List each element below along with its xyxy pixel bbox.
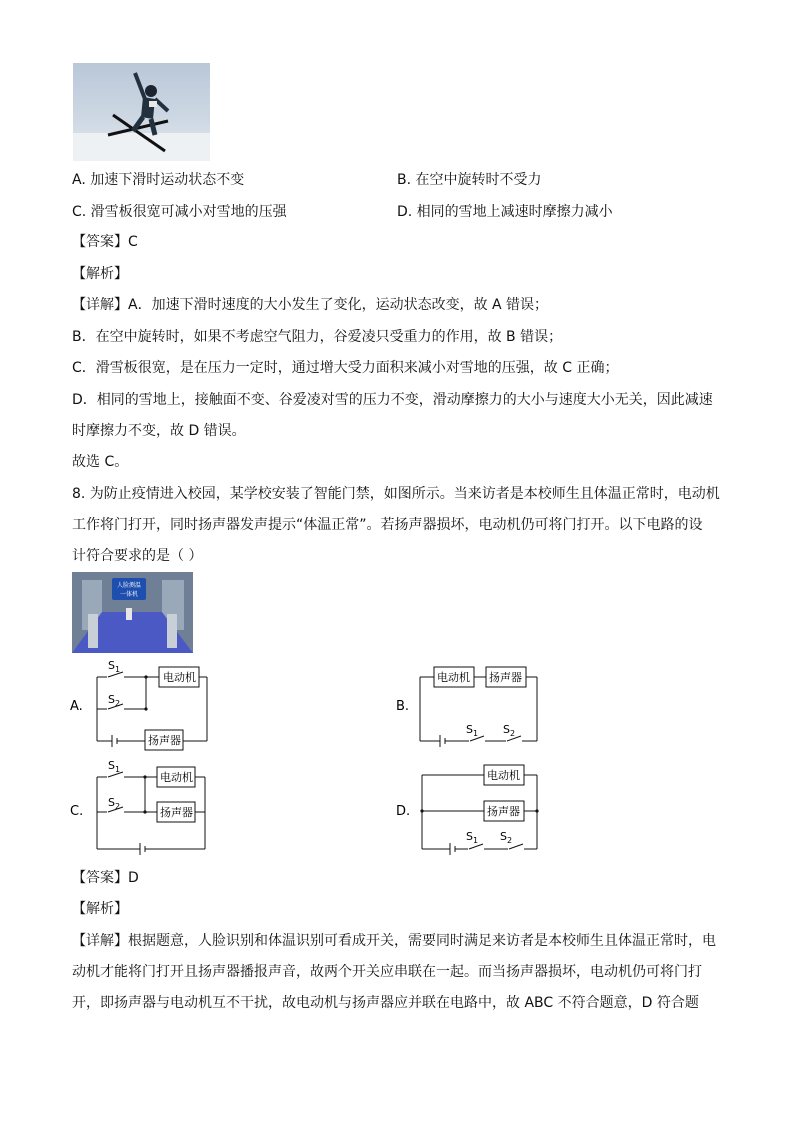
c-motor-label: 电动机 [160, 771, 193, 784]
d-speaker-label: 扬声器 [487, 805, 520, 818]
b-s1-label: $S_1$ [466, 723, 479, 738]
q8-stem-1: 8. 为防止疫情进入校园，某学校安装了智能门禁，如图所示。当来访者是本校师生且体温正常时，电动机 [72, 486, 720, 502]
q7-detail-1: 【详解】A．加速下滑时速度的大小发生了变化，运动状态改变，故 A 错误； [72, 297, 549, 313]
q7-detail-4: D．相同的雪地上，接触面不变、谷爱凌对雪的压力不变，滑动摩擦力的大小与速度大小无关，因此减速 [72, 392, 713, 408]
c-s1-label: $S_1$ [108, 759, 121, 774]
a-motor-label: 电动机 [163, 671, 196, 684]
d-motor-label: 电动机 [487, 769, 520, 782]
q7-detail-5: 时摩擦力不变，故 D 错误。 [72, 423, 246, 439]
q7-detail-3: C．滑雪板很宽，是在压力一定时，通过增大受力面积来减小对雪地的压强，故 C 正确； [72, 360, 619, 376]
q8-detail-2: 动机才能将门打开且扬声器播报声音，故两个开关应串联在一起。而当扬声器损坏，电动机仍可将门打 [72, 964, 702, 980]
q7-answer [72, 232, 138, 252]
q7-option-b: B. 在空中旋转时不受力 [397, 172, 542, 188]
a-speaker-label: 扬声器 [148, 734, 181, 747]
q8-stem-3: 计符合要求的是（ ） [72, 548, 203, 564]
circuit-c-label: C. [70, 804, 84, 819]
circuit-diagrams [60, 655, 560, 865]
q7-option-c: C. 滑雪板很宽可减小对雪地的压强 [72, 204, 287, 220]
q8-answer [72, 868, 139, 888]
c-speaker-label: 扬声器 [160, 806, 193, 819]
d-s1-label: $S_1$ [466, 830, 479, 845]
q8-analysis-tag: 【解析】 [72, 901, 128, 917]
c-s2-label: $S_2$ [108, 796, 121, 811]
gate-photo [72, 572, 193, 653]
q8-stem-2: 工作将门打开，同时扬声器发声提示“体温正常”。若扬声器损坏，电动机仍可将门打开。以下电路的设 [72, 517, 703, 533]
answer-tag: 【答案】 [72, 870, 128, 886]
q7-conclusion: 故选 C。 [72, 454, 129, 470]
gate-sign-line-1: 人脸测温 [116, 582, 142, 589]
circuit-a-label: A. [70, 699, 83, 714]
answer-tag: 【答案】 [72, 234, 128, 250]
b-motor-label: 电动机 [437, 671, 470, 684]
b-speaker-label: 扬声器 [489, 671, 522, 684]
answer-value: D [128, 870, 139, 886]
q8-detail-3: 开，即扬声器与电动机互不干扰，故电动机与扬声器应并联在电路中，故 ABC 不符合题意，D 符合题 [72, 995, 699, 1011]
circuit-d-label: D. [396, 804, 411, 819]
q8-detail-1: 【详解】根据题意，人脸识别和体温识别可看成开关，需要同时满足来访者是本校师生且体温正常时，电 [72, 933, 716, 949]
a-s1-label: $S_1$ [108, 659, 121, 674]
answer-value: C [128, 234, 138, 250]
b-s2-label: $S_2$ [503, 723, 516, 738]
gate-sign-line-2: 一体机 [119, 591, 139, 598]
q7-analysis-tag: 【解析】 [72, 266, 128, 282]
q7-option-a: A. 加速下滑时运动状态不变 [72, 172, 245, 188]
q7-detail-2: B．在空中旋转时，如果不考虑空气阻力，谷爱凌只受重力的作用，故 B 错误； [72, 329, 563, 345]
skier-photo [73, 63, 210, 161]
d-s2-label: $S_2$ [500, 830, 513, 845]
circuit-b-label: B. [396, 699, 410, 714]
a-s2-label: $S_2$ [108, 693, 121, 708]
q7-option-d: D. 相同的雪地上减速时摩擦力减小 [397, 204, 613, 220]
